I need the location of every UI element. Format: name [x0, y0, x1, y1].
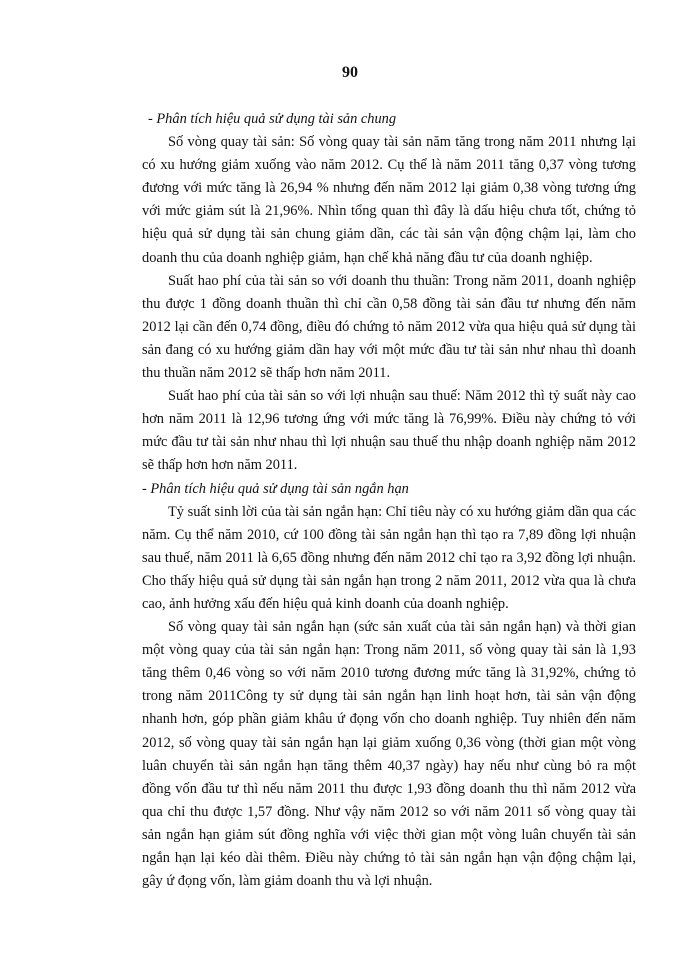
paragraph-current-assets-return: Tỷ suất sinh lời của tài sản ngắn hạn: Chỉ tiêu này có xu hướng giảm dần qua các năm. Cụ thể năm 2010, cứ 100 đồng tài sản ngắn hạn thì tạo ra 7,89 đồng lợi nhuận sau thuế, năm 2011 là 6,65 đồng nhưng đến năm 2012 chỉ tạo ra 3,92 đồng lợi nhuận. Cho thấy hiệu quả sử dụng tài sản ngắn hạn trong 2 năm 2011, 2012 vừa qua là chưa cao, ảnh hưởng xấu đến hiệu quả kinh doanh của doanh nghiệp.: [142, 503, 636, 612]
page-number: 90: [342, 64, 358, 81]
section-heading-current-assets: - Phân tích hiệu quả sử dụng tài sản ngắn hạn: [142, 480, 409, 497]
paragraph-asset-cost-revenue: Suất hao phí của tài sản so với doanh thu thuần: Trong năm 2011, doanh nghiệp thu được 1 đồng doanh thuần thì chỉ cần 0,58 đồng tài sản đầu tư nhưng đến năm 2012 lại cần đến 0,74 đồng, điều đó chứng tỏ năm 2012 vừa qua hiệu quả sử dụng tài sản đang có xu hướng giảm dần hay với một mức đầu tư tài sản như nhau thì doanh thu thuần năm 2012 sẽ thấp hơn năm 2011.: [142, 272, 636, 382]
section-heading-general-assets: - Phân tích hiệu quả sử dụng tài sản chung: [148, 111, 397, 127]
paragraph-asset-cost-profit: Suất hao phí của tài sản so với lợi nhuận sau thuế: Năm 2012 thì tỷ suất này cao hơn năm 2011 là 12,96 tương ứng với mức tăng là 76,99%. Điều này chứng tỏ với mức đầu tư tài sản như nhau thì lợi nhuận sau thuế thu nhập doanh nghiệp năm 2012 sẽ thấp hơn hơn năm 2011.: [142, 388, 636, 474]
paragraph-current-assets-turnover: Số vòng quay tài sản ngắn hạn (sức sản xuất của tài sản ngắn hạn) và thời gian một vòng quay của tài sản ngắn hạn: Trong năm 2011, số vòng quay tài sản là 1,93 tăng thêm 0,46 vòng so với năm 2010 tương đương mức tăng là 31,92%, chứng tỏ trong năm 2011Công ty sử dụng tài sản ngắn hạn linh hoạt hơn, tài sản vận động nhanh hơn, góp phần giảm khâu ứ đọng vốn cho doanh nghiệp. Tuy nhiên đến năm 2012, số vòng quay tài sản ngắn hạn lại giảm xuống 0,36 vòng (thời gian một vòng luân chuyển tài sản ngắn hạn tăng thêm 40,37 ngày) hay nếu như cùng bỏ ra một đồng vốn đầu tư thì nếu năm 2011 thu được 1,93 đồng doanh thu thì năm 2012 vừa qua chỉ thu được 1,57 đồng. Như vậy năm 2012 so với năm 2011 số vòng quay tài sản ngắn hạn giảm sút đồng nghĩa với việc thời gian một vòng luân chuyển tài sản ngắn hạn lại kéo dài thêm. Điều này chứng tỏ tài sản ngắn hạn vận động chậm lại, gây ứ đọng vốn, làm giảm doanh thu và lợi nhuận.: [142, 619, 636, 890]
document-body: [142, 108, 636, 893]
paragraph-asset-turnover: Số vòng quay tài sản: Số vòng quay tài sản năm tăng trong năm 2011 nhưng lại có xu hướng giảm xuống vào năm 2012. Cụ thể là năm 2011 tăng 0,37 vòng tương đương với mức tăng là 26,94 % nhưng đến năm 2012 lại giảm 0,38 vòng tương ứng với mức giảm sút là 21,96%. Nhìn tổng quan thì đây là dấu hiệu chưa tốt, chứng tỏ hiệu quả sử dụng tài sản chung giảm dần, các tài sản vận động chậm lại, làm cho doanh thu của doanh nghiệp giảm, hạn chế khả năng đầu tư của doanh nghiệp.: [142, 134, 636, 266]
